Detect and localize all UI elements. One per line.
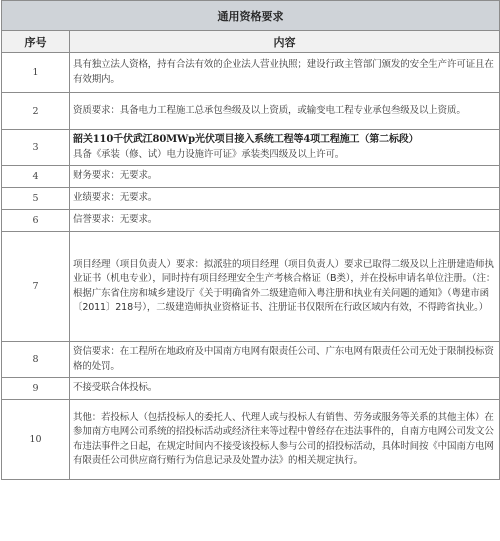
row-num: 5 xyxy=(2,188,70,210)
row-num: 3 xyxy=(2,130,70,166)
table-row xyxy=(2,188,500,210)
row-num: 10 xyxy=(2,400,70,480)
row-content: 其他：若投标人（包括投标人的委托人、代理人或与投标人有销售、劳务或服务等关系的其他主体）在参加南方电网公司系统的招投标活动或经济往来等过程中曾经存在违法事件的，自南方电网公司发文公布违法事件之日起，在规定时间内不接受该投标人参与公司的招投标活动，具体时间按《中国南方电网有限责任公司供应商行贿行为信息记录及处置办法》的相关规定执行。 xyxy=(70,400,500,480)
row-content: 资信要求：在工程所在地政府及中国南方电网有限责任公司、广东电网有限责任公司无处于限制投标资格的处罚。 xyxy=(70,342,500,378)
table-row xyxy=(2,93,500,130)
row-content xyxy=(70,130,500,166)
row-content: 信誉要求：无要求。 xyxy=(70,210,500,232)
row-num: 4 xyxy=(2,166,70,188)
table-row xyxy=(2,166,500,188)
row-content: 项目经理（项目负责人）要求：拟派驻的项目经理（项目负责人）要求已取得二级及以上注册建造师执业证书（机电专业），同时持有项目经理安全生产考核合格证（B类），并在投标申请名单位注册。（注：根据广东省住房和城乡建设厅《关于明确省外二级建造师入粤注册和执业有关问题的通知》（粤建市函〔2011〕218号），二级建造师执业资格证书、注册证书仅限所在行政区域内有效，不得跨省执业。） xyxy=(70,232,500,342)
header-num: 序号 xyxy=(2,31,70,53)
table-row xyxy=(2,400,500,480)
row-content: 具有独立法人资格，持有合法有效的企业法人营业执照；建设行政主管部门颁发的安全生产许可证且在有效期内。 xyxy=(70,53,500,93)
header-row xyxy=(2,31,500,53)
row-content: 不接受联合体投标。 xyxy=(70,378,500,400)
row-num: 7 xyxy=(2,232,70,342)
table-title: 通用资格要求 xyxy=(2,1,500,31)
row-content: 业绩要求：无要求。 xyxy=(70,188,500,210)
row-num: 9 xyxy=(2,378,70,400)
row-content: 资质要求：具备电力工程施工总承包叁级及以上资质，或输变电工程专业承包叁级及以上资质。 xyxy=(70,93,500,130)
row-num: 2 xyxy=(2,93,70,130)
license-requirement: 具备《承装（修、试）电力设施许可证》承装类四级及以上许可。 xyxy=(73,148,345,160)
table-row xyxy=(2,210,500,232)
table-row xyxy=(2,130,500,166)
row-content: 财务要求：无要求。 xyxy=(70,166,500,188)
table-row xyxy=(2,342,500,378)
row-num: 8 xyxy=(2,342,70,378)
row-num: 1 xyxy=(2,53,70,93)
qualification-table xyxy=(1,0,500,480)
table-row xyxy=(2,378,500,400)
project-name: 韶关110千伏武江80MWp光伏项目接入系统工程等4项工程施工（第二标段） xyxy=(73,134,419,145)
table-row xyxy=(2,53,500,93)
row-num: 6 xyxy=(2,210,70,232)
table-row xyxy=(2,232,500,342)
header-content: 内容 xyxy=(70,31,500,53)
